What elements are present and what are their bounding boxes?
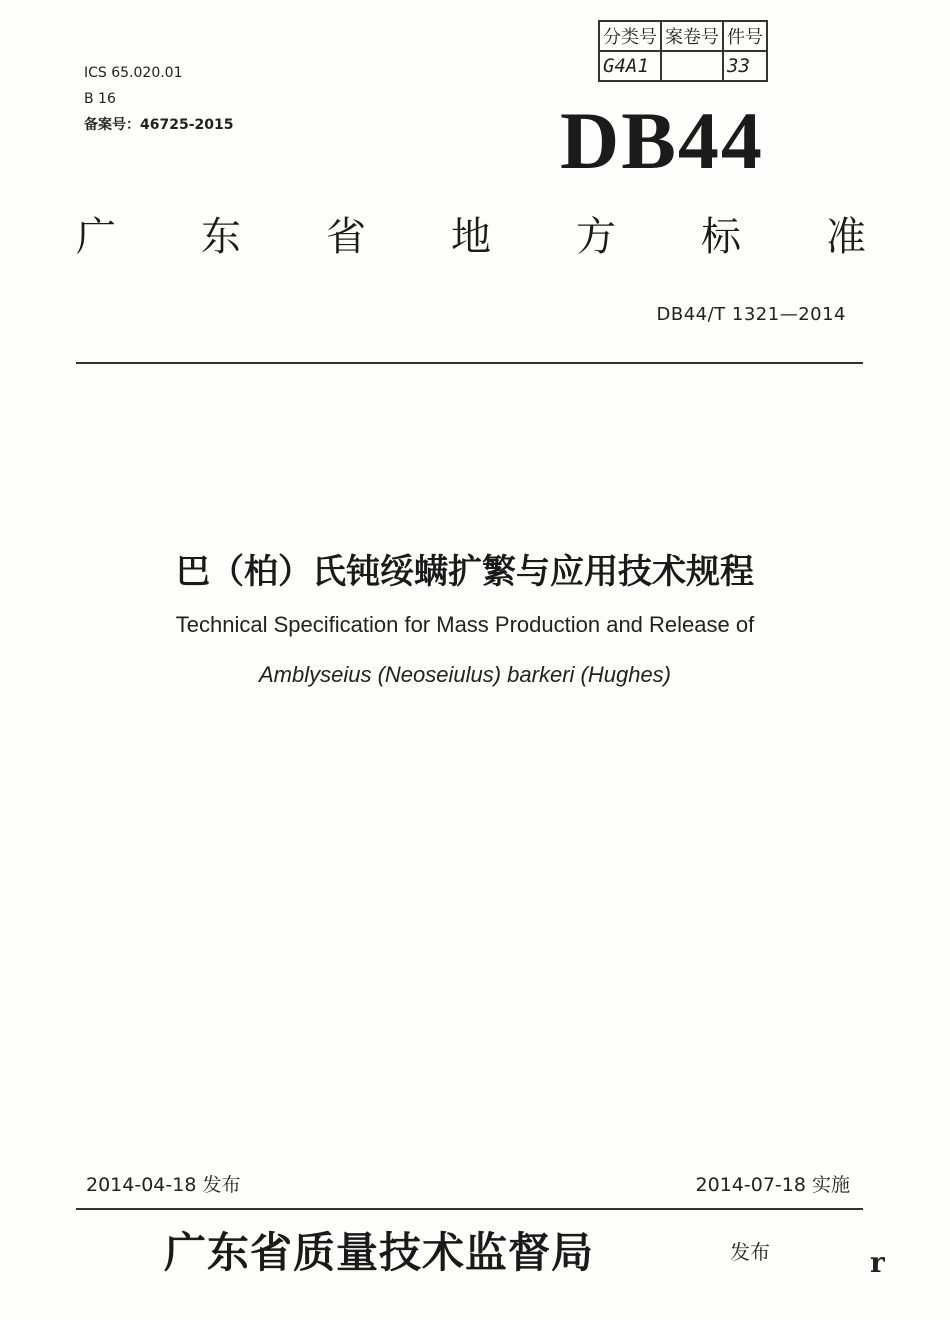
standard-type-char: 方 [576,214,616,260]
title-scientific-name: Amblyseius (Neoseiulus) barkeri (Hughes) [258,662,672,687]
standard-type-char: 标 [701,214,741,260]
scan-mark: r [870,1246,885,1279]
issuing-authority: 广东省质量技术监督局 [164,1228,595,1277]
issue-date: 2014-04-18 发布 [86,1174,241,1196]
title-chinese: 巴（柏）氏钝绥螨扩繁与应用技术规程 [176,552,754,592]
record-number-line [84,112,233,138]
record-label: 备案号： [84,117,140,133]
issuer-suffix: 发布 [730,1240,770,1264]
standard-type-char: 广 [76,214,116,260]
archive-header-item: 件号 [723,21,767,51]
archive-value-file [661,51,723,81]
archive-value-row [599,51,767,81]
archive-stamp-table [598,20,768,82]
record-number: 46725-2015 [140,117,234,133]
classification-block [84,60,233,138]
standard-type-char: 准 [826,214,866,260]
standard-type-heading [76,212,866,262]
standard-number: DB44/T 1321—2014 [656,304,846,325]
implementation-date: 2014-07-18 实施 [695,1174,850,1196]
db44-logo: DB44 [560,95,764,186]
ccs-code: B 16 [84,91,116,107]
standard-type-char: 东 [201,214,241,260]
archive-value-category: G4A1 [599,51,661,81]
ics-code: ICS 65.020.01 [84,65,183,81]
archive-header-row [599,21,767,51]
top-divider [76,362,863,364]
title-english: Technical Specification for Mass Production and Release of [175,612,755,637]
bottom-divider [76,1208,863,1210]
archive-header-category: 分类号 [599,21,661,51]
archive-header-file: 案卷号 [661,21,723,51]
archive-value-item: 33 [723,51,767,81]
standard-type-char: 地 [451,214,491,260]
standard-type-char: 省 [326,214,366,260]
